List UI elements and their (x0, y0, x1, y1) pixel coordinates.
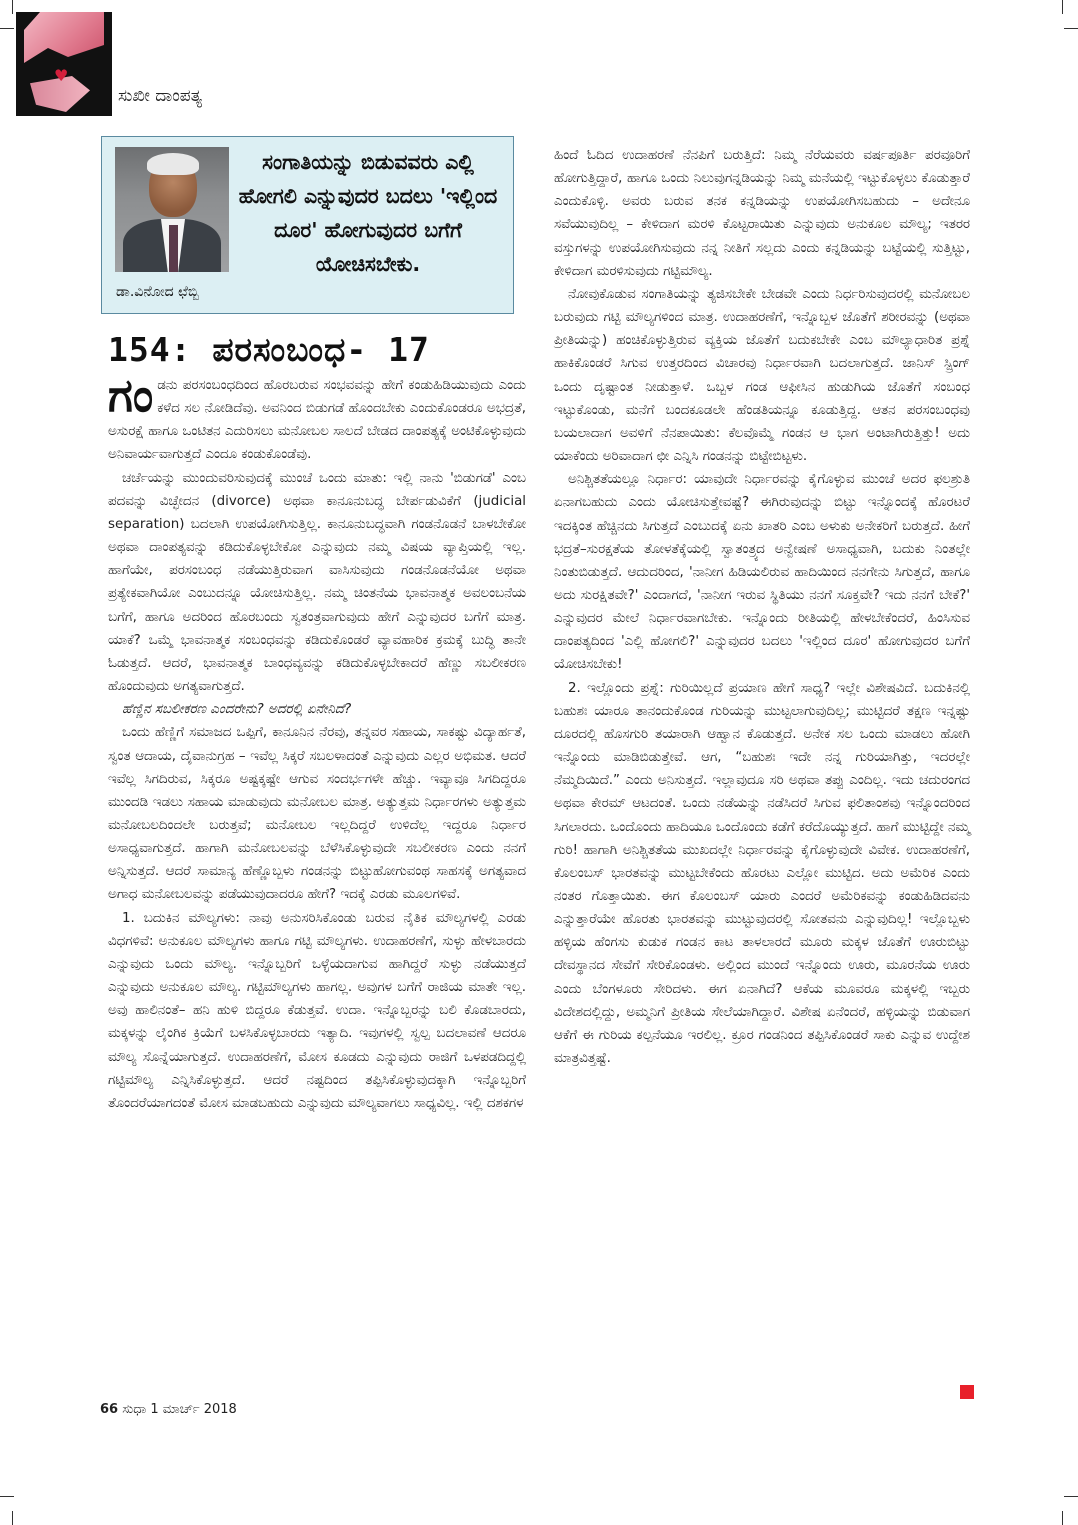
crop-mark (12, 1511, 14, 1525)
pull-quote-text: ಸಂಗಾತಿಯನ್ನು ಬಿಡುವವರು ಎಲ್ಲಿ ಹೋಗಲಿ ಎನ್ನುವುದರ ಬದಲು 'ಇಲ್ಲಿಂದ ದೂರ' ಹೋಗುವುದರ ಬಗೆಗೆ ಯೋಚಿಸಬೇಕು. (238, 150, 498, 276)
article-paragraph: ಚರ್ಚೆಯನ್ನು ಮುಂದುವರಿಸುವುದಕ್ಕೆ ಮುಂಚೆ ಒಂದು ಮಾತು: ಇಲ್ಲಿ ನಾನು 'ಬಿಡುಗಡೆ' ಎಂಬ ಪದವನ್ನು ವಿಚ್ಛೇದನ (divorce) ಅಥವಾ ಕಾನೂನುಬದ್ಧ ಬೇರ್ಪಡುವಿಕೆಗೆ (judicial separation) ಬದಲಾಗಿ ಉಪಯೋಗಿಸುತ್ತಿಲ್ಲ. ಕಾನೂನುಬದ್ಧವಾಗಿ ಗಂಡನೊಡನೆ ಬಾಳಬೇಕೋ ಅಥವಾ ದಾಂಪತ್ಯವನ್ನು ಕಡಿದುಕೊಳ್ಳಬೇಕೋ ಎನ್ನುವುದು ನಮ್ಮ ವಿಷಯ ವ್ಯಾಪ್ತಿಯಲ್ಲಿ ಇಲ್ಲ. ಹಾಗೆಯೇ, ಪರಸಂಬಂಧ ನಡೆಯುತ್ತಿರುವಾಗ ವಾಸಿಸುವುದು ಗಂಡನೊಡನೆಯೋ ಅಥವಾ ಪ್ರತ್ಯೇಕವಾಗಿಯೋ ಎಂಬುದನ್ನೂ ಯೋಚಿಸುತ್ತಿಲ್ಲ. ನಮ್ಮ ಚಿಂತನೆಯ ಭಾವನಾತ್ಮಕ ಅವಲಂಬನೆಯ ಬಗೆಗೆ, ಹಾಗೂ ಅದರಿಂದ ಹೊರಬಂದು ಸ್ವತಂತ್ರವಾಗುವುದು ಹೇಗೆ ಎನ್ನುವುದರ ಬಗೆಗೆ ಮಾತ್ರ. ಯಾಕೆ? ಒಮ್ಮೆ ಭಾವನಾತ್ಮಕ ಸಂಬಂಧವನ್ನು ಕಡಿದುಕೊಂಡರೆ ವ್ಯಾವಹಾರಿಕ ಕ್ರಮಕ್ಕೆ ಬುದ್ಧಿ ತಾನೇ ಓಡುತ್ತದೆ. ಆದರೆ, ಭಾವನಾತ್ಮಕ ಬಾಂಧವ್ಯವನ್ನು ಕಡಿದುಕೊಳ್ಳಬೇಕಾದರೆ ಹೆಣ್ಣು ಸಬಲೀಕರಣ ಹೊಂದುವುದು ಅಗತ್ಯವಾಗುತ್ತದೆ. (108, 470, 526, 695)
article-title: 154: ಪರಸಂಬಂಧ- 17 (108, 330, 430, 369)
article-paragraph: ಗಂಡನು ಪರಸಂಬಂಧದಿಂದ ಹೊರಬರುವ ಸಂಭವವನ್ನು ಹೇಗೆ ಕಂಡುಹಿಡಿಯುವುದು ಎಂದು ಕಳೆದ ಸಲ ನೋಡಿದೆವು. ಅವನಿಂದ ಬಿಡುಗಡೆ ಹೊಂದಬೇಕು ಎಂದುಕೊಂಡರೂ ಅಭದ್ರತೆ, ಅಸುರಕ್ಷೆ ಹಾಗೂ ಒಂಟಿತನ ಎದುರಿಸಲು ಮನೋಬಲ ಸಾಲದೆ ಬೇಡದ ದಾಂಪತ್ಯಕ್ಕೆ ಅಂಟಿಕೊಳ್ಳುವುದು ಅನಿವಾರ್ಯವಾಗುತ್ತದೆ ಎಂದೂ ಕಂಡುಕೊಂಡೆವು. (108, 368, 526, 463)
article-paragraph: ಹಿಂದೆ ಓದಿದ ಉದಾಹರಣೆ ನೆನಪಿಗೆ ಬರುತ್ತಿದೆ: ನಿಮ್ಮ ನೆರೆಯವರು ವರ್ಷಪೂರ್ತಿ ಪರವೂರಿಗೆ ಹೋಗುತ್ತಿದ್ದಾರೆ, ಹಾಗೂ ಒಂದು ನಿಲುವುಗನ್ನಡಿಯನ್ನು ನಿಮ್ಮ ಮನೆಯಲ್ಲಿ ಇಟ್ಟುಕೊಳ್ಳಲು ಕೊಡುತ್ತಾರೆ ಎಂದುಕೊಳ್ಳಿ. ಅವರು ಬರುವ ತನಕ ಕನ್ನಡಿಯನ್ನು ಉಪಯೋಗಿಸಬಹುದು – ಅದೇನೂ ಸವೆಯುವುದಿಲ್ಲ – ಕೇಳಿದಾಗ ಮರಳಿ ಕೊಟ್ಟರಾಯಿತು ಎನ್ನುವುದು ಅನುಕೂಲ ಮೌಲ್ಯ; ಇತರರ ವಸ್ತುಗಳನ್ನು ಉಪಯೋಗಿಸುವುದು ನನ್ನ ನೀತಿಗೆ ಸಲ್ಲದು ಎಂದು ಕನ್ನಡಿಯನ್ನು ಬಟ್ಟೆಯಲ್ಲಿ ಸುತ್ತಿಟ್ಟು, ಕೇಳಿದಾಗ ಮರಳಿಸುವುದು ಗಟ್ಟಿಮೌಲ್ಯ. (554, 148, 970, 279)
heart-icon: ♥ (54, 66, 69, 85)
author-name: ಡಾ.ವಿನೋದ ಛೆಬ್ಬಿ (116, 284, 199, 300)
article-subheading: ಹೆಣ್ಣಿನ ಸಬಲೀಕರಣ ಎಂದರೇನು? ಅದರಲ್ಲಿ ಏನೇನಿದೆ? (122, 702, 352, 718)
drop-cap: ಗಂ (108, 368, 154, 422)
article-paragraph: ಒಂದು ಹೆಣ್ಣಿಗೆ ಸಮಾಜದ ಒಪ್ಪಿಗೆ, ಕಾನೂನಿನ ನೆರವು, ತನ್ನವರ ಸಹಾಯ, ಸಾಕಷ್ಟು ವಿದ್ಯಾರ್ಹತೆ, ಸ್ವಂತ ಆದಾಯ, ದೈವಾನುಗ್ರಹ – ಇವೆಲ್ಲ ಸಿಕ್ಕರೆ ಸಬಲಳಾದಂತೆ ಎನ್ನುವುದು ಎಲ್ಲರ ಅಭಿಮತ. ಆದರೆ ಇವೆಲ್ಲ ಸಿಗದಿರುವ, ಸಿಕ್ಕರೂ ಅಷ್ಟಕ್ಕಷ್ಟೇ ಆಗುವ ಸಂದರ್ಭಗಳೇ ಹೆಚ್ಚು. ಇವ್ಯಾವೂ ಸಿಗದಿದ್ದರೂ ಮುಂದಡಿ ಇಡಲು ಸಹಾಯ ಮಾಡುವುದು ಮನೋಬಲ ಮಾತ್ರ. ಅತ್ಯುತ್ತಮ ನಿರ್ಧಾರಗಳು ಅತ್ಯುತ್ತಮ ಮನೋಬಲದಿಂದಲೇ ಬರುತ್ತವೆ; ಮನೋಬಲ ಇಲ್ಲದಿದ್ದರೆ ಉಳಿದೆಲ್ಲ ಇದ್ದರೂ ನಿರ್ಧಾರ ಅಸಾಧ್ಯವಾಗುತ್ತದೆ. ಹಾಗಾಗಿ ಮನೋಬಲವನ್ನು ಬೆಳೆಸಿಕೊಳ್ಳುವುದೇ ಸಬಲೀಕರಣ ಎಂದು ನನಗೆ ಅನ್ನಿಸುತ್ತದೆ. ಆದರೆ ಸಾಮಾನ್ಯ ಹೆಣ್ಣೊಬ್ಬಳು ಗಂಡನನ್ನು ಬಿಟ್ಟುಹೋಗುವಂಥ ಸಾಹಸಕ್ಕೆ ಅಗತ್ಯವಾದ ಅಗಾಧ ಮನೋಬಲವನ್ನು ಪಡೆಯುವುದಾದರೂ ಹೇಗೆ? ಇದಕ್ಕೆ ಎರಡು ಮೂಲಗಳಿವೆ. (108, 725, 526, 903)
pull-quote-box (101, 136, 514, 314)
crop-mark (1064, 28, 1078, 43)
crop-mark (12, 0, 14, 14)
article-column-left (108, 368, 526, 1115)
crop-mark (1062, 0, 1064, 14)
article-paragraph: ನೋವುಕೊಡುವ ಸಂಗಾತಿಯನ್ನು ತ್ಯಜಿಸಬೇಕೇ ಬೇಡವೇ ಎಂದು ನಿರ್ಧರಿಸುವುದರಲ್ಲಿ ಮನೋಬಲ ಬರುವುದು ಗಟ್ಟಿ ಮೌಲ್ಯಗಳಿಂದ ಮಾತ್ರ. ಉದಾಹರಣೆಗೆ, ಇನ್ನೊಬ್ಬಳ ಜೊತೆಗೆ ಶರೀರವನ್ನು (ಅಥವಾ ಪ್ರೀತಿಯನ್ನು) ಹಂಚಿಕೊಳ್ಳುತ್ತಿರುವ ವ್ಯಕ್ತಿಯ ಜೊತೆಗೆ ಬದುಕಬೇಕೇ ಎಂಬ ಮೌಲ್ಯಾಧಾರಿತ ಪ್ರಶ್ನೆ ಹಾಕಿಕೊಂಡರೆ ಸಿಗುವ ಉತ್ತರದಿಂದ ವಿಚಾರವು ನಿರ್ಧಾರವಾಗಿ ಬದಲಾಗುತ್ತದೆ. ಜಾನಿಸ್ ಸ್ಪ್ರಿಂಗ್ ಒಂದು ದೃಷ್ಟಾಂತ ನೀಡುತ್ತಾಳೆ. ಒಬ್ಬಳ ಗಂಡ ಆಫೀಸಿನ ಹುಡುಗಿಯ ಜೊತೆಗೆ ಸಂಬಂಧ ಇಟ್ಟುಕೊಂಡು, ಮನೆಗೆ ಬಂದಕೂಡಲೇ ಹೆಂಡತಿಯನ್ನೂ ಕೂಡುತ್ತಿದ್ದ. ಆತನ ಪರಸಂಬಂಧವು ಬಯಲಾದಾಗ ಅವಳಿಗೆ ನೆನಪಾಯಿತು: ಕೆಲವೊಮ್ಮೆ ಗಂಡನ ಆ ಭಾಗ ಅಂಟಾಗಿರುತ್ತಿತ್ತು! ಅದು ಯಾಕೆಂದು ಅರಿವಾದಾಗ ಛೀ ಎನ್ನಿಸಿ ಗಂಡನನ್ನು ಬಿಟ್ಟೇಬಿಟ್ಟಳು. (554, 286, 970, 465)
article-paragraph: ಅನಿಶ್ಚಿತತೆಯಲ್ಲೂ ನಿರ್ಧಾರ: ಯಾವುದೇ ನಿರ್ಧಾರವನ್ನು ಕೈಗೊಳ್ಳುವ ಮುಂಚೆ ಅದರ ಫಲಶ್ರುತಿ ಏನಾಗಬಹುದು ಎಂದು ಯೋಚಿಸುತ್ತೇವಷ್ಟೆ? ಈಗಿರುವುದನ್ನು ಬಿಟ್ಟು ಇನ್ನೊಂದಕ್ಕೆ ಹೊರಟರೆ ಇದಕ್ಕಿಂತ ಹೆಚ್ಚಿನದು ಸಿಗುತ್ತದೆ ಎಂಬುದಕ್ಕೆ ಏನು ಖಾತರಿ ಎಂಬ ಅಳುಕು ಅನೇಕರಿಗೆ ಬರುತ್ತದೆ. ಹೀಗೆ ಭದ್ರತೆ–ಸುರಕ್ಷತೆಯ ತೋಳತೆಕ್ಕೆಯಲ್ಲಿ ಸ್ವಾತಂತ್ರ್ಯದ ಅನ್ವೇಷಣೆ ಅಸಾಧ್ಯವಾಗಿ, ಬದುಕು ನಿಂತಲ್ಲೇ ನಿಂತುಬಿಡುತ್ತದೆ. ಆದುದರಿಂದ, 'ನಾನೀಗ ಹಿಡಿಯಲಿರುವ ಹಾದಿಯಿಂದ ನನಗೇನು ಸಿಗುತ್ತದೆ, ಹಾಗೂ ಅದು ಸುರಕ್ಷಿತವೇ?' ಎಂದಾಗದೆ, 'ನಾನೀಗ ಇರುವ ಸ್ಥಿತಿಯು ನನಗೆ ಸೂಕ್ತವೇ? ಇದು ನನಗೆ ಬೇಕೆ?' ಎನ್ನುವುದರ ಮೇಲೆ ನಿರ್ಧಾರವಾಗಬೇಕು. ಇನ್ನೊಂದು ರೀತಿಯಲ್ಲಿ ಹೇಳಬೇಕೆಂದರೆ, ಹಿಂಸಿಸುವ ದಾಂಪತ್ಯದಿಂದ 'ಎಲ್ಲಿ ಹೋಗಲಿ?' ಎನ್ನುವುದರ ಬದಲು 'ಇಲ್ಲಿಂದ ದೂರ' ಹೋಗುವುದರ ಬಗೆಗೆ ಯೋಚಿಸಬೇಕು! (554, 472, 970, 673)
section-title: ಸುಖೀ ದಾಂಪತ್ಯ (118, 86, 203, 106)
magazine-name: ಸುಧಾ (122, 1402, 147, 1417)
photo-hair (147, 153, 199, 175)
crop-mark (0, 1482, 14, 1497)
crop-mark (1062, 1511, 1064, 1525)
article-paragraph: 2. ಇಲ್ಲೊಂದು ಪ್ರಶ್ನೆ: ಗುರಿಯಿಲ್ಲದೆ ಪ್ರಯಾಣ ಹೇಗೆ ಸಾಧ್ಯ? ಇಲ್ಲೇ ವಿಶೇಷವಿದೆ. ಬದುಕಿನಲ್ಲಿ ಬಹುಶಃ ಯಾರೂ ತಾನಂದುಕೊಂಡ ಗುರಿಯನ್ನು ಮುಟ್ಟಲಾಗುವುದಿಲ್ಲ; ಮುಟ್ಟಿದರೆ ತಕ್ಷಣ ಇನ್ನಷ್ಟು ದೂರದಲ್ಲಿ ಹೊಸಗುರಿ ತಯಾರಾಗಿ ಆಹ್ವಾನ ಕೊಡುತ್ತದೆ. ಅನೇಕ ಸಲ ಒಂದು ಮಾಡಲು ಹೋಗಿ ಇನ್ನೊಂದು ಮಾಡಿಬಿಡುತ್ತೇವೆ. ಆಗ, “ಬಹುಶಃ ಇದೇ ನನ್ನ ಗುರಿಯಾಗಿತ್ತು, ಇದರಲ್ಲೇ ನೆಮ್ಮದಿಯಿದೆ.” ಎಂದು ಅನಿಸುತ್ತದೆ. ಇಲ್ಲಾವುದೂ ಸರಿ ಅಥವಾ ತಪ್ಪು ಎಂದಿಲ್ಲ. ಇದು ಚದುರಂಗದ ಅಥವಾ ಕೇರಮ್ ಆಟದಂತೆ. ಒಂದು ನಡೆಯನ್ನು ನಡೆಸಿದರೆ ಸಿಗುವ ಫಲಿತಾಂಶವು ಇನ್ನೊಂದರಿಂದ ಸಿಗಲಾರದು. ಒಂದೊಂದು ಹಾದಿಯೂ ಒಂದೊಂದು ಕಡೆಗೆ ಕರೆದೊಯ್ಯುತ್ತದೆ. ಹಾಗೆ ಮುಟ್ಟಿದ್ದೇ ನಮ್ಮ ಗುರಿ! ಹಾಗಾಗಿ ಅನಿಶ್ಚಿತತೆಯ ಮುಖದಲ್ಲೇ ನಿರ್ಧಾರವನ್ನು ಕೈಗೊಳ್ಳುವುದೇ ವಿವೇಕ. ಉದಾಹರಣೆಗೆ, ಕೊಲಂಬಸ್ ಭಾರತವನ್ನು ಮುಟ್ಟಬೇಕೆಂದು ಹೊರಟು ಎಲ್ಲೋ ಮುಟ್ಟಿದ. ಅದು ಅಮೆರಿಕ ಎಂದು ನಂತರ ಗೊತ್ತಾಯಿತು. ಈಗ ಕೊಲಂಬಸ್ ಯಾರು ಎಂದರೆ ಅಮೆರಿಕವನ್ನು ಕಂಡುಹಿಡಿದವನು ಎನ್ನುತ್ತಾರೆಯೇ ಹೊರತು ಭಾರತವನ್ನು ಮುಟ್ಟುವುದರಲ್ಲಿ ಸೋತವನು ಎನ್ನುವುದಿಲ್ಲ! ಇಲ್ಲೊಬ್ಬಳು ಹಳ್ಳಿಯ ಹೆಂಗಸು ಕುಡುಕ ಗಂಡನ ಕಾಟ ತಾಳಲಾರದೆ ಮೂರು ಮಕ್ಕಳ ಜೊತೆಗೆ ಊರುಬಿಟ್ಟು ದೇವಸ್ಥಾನದ ಸೇವೆಗೆ ಸೇರಿಕೊಂಡಳು. ಅಲ್ಲಿಂದ ಮುಂದೆ ಇನ್ನೊಂದು ಊರು, ಮೂರನೆಯ ಊರು ಎಂದು ಬೆಂಗಳೂರು ಸೇರಿದಳು. ಈಗ ಏನಾಗಿದೆ? ಆಕೆಯ ಮೂವರೂ ಮಕ್ಕಳಲ್ಲಿ ಇಬ್ಬರು ವಿದೇಶದಲ್ಲಿದ್ದು, ಅಮ್ಮನಿಗೆ ಪ್ರೀತಿಯ ಸೇಲೆಯಾಗಿದ್ದಾರೆ. ವಿಶೇಷ ಏನೆಂದರೆ, ಹಳ್ಳಿಯನ್ನು ಬಿಡುವಾಗ ಆಕೆಗೆ ಈ ಗುರಿಯ ಕಲ್ಪನೆಯೂ ಇರಲಿಲ್ಲ. ಕ್ರೂರ ಗಂಡನಿಂದ ತಪ್ಪಿಸಿಕೊಂಡರೆ ಸಾಕು ಎನ್ನುವ ಉದ್ದೇಶ ಮಾತ್ರವಿತ್ತಷ್ಟೆ. (554, 680, 970, 1067)
section-logo (16, 12, 112, 116)
article-column-right (554, 144, 970, 1070)
article-paragraph: 1. ಬದುಕಿನ ಮೌಲ್ಯಗಳು: ನಾವು ಅನುಸರಿಸಿಕೊಂಡು ಬರುವ ನೈತಿಕ ಮೌಲ್ಯಗಳಲ್ಲಿ ಎರಡು ವಿಧಗಳಿವೆ: ಅನುಕೂಲ ಮೌಲ್ಯಗಳು ಹಾಗೂ ಗಟ್ಟಿ ಮೌಲ್ಯಗಳು. ಉದಾಹರಣೆಗೆ, ಸುಳ್ಳು ಹೇಳಬಾರದು ಎನ್ನುವುದು ಒಂದು ಮೌಲ್ಯ. ಇನ್ನೊಬ್ಬರಿಗೆ ಒಳ್ಳೆಯದಾಗುವ ಹಾಗಿದ್ದರೆ ಸುಳ್ಳು ನಡೆಯುತ್ತದೆ ಎನ್ನುವುದು ಅನುಕೂಲ ಮೌಲ್ಯ. ಗಟ್ಟಿಮೌಲ್ಯಗಳು ಹಾಗಲ್ಲ. ಅವುಗಳ ಬಗೆಗೆ ರಾಜಿಯ ಮಾತೇ ಇಲ್ಲ. ಅವು ಹಾಲಿನಂತೆ– ಹನಿ ಹುಳಿ ಬಿದ್ದರೂ ಕೆಡುತ್ತವೆ. ಉದಾ. ಇನ್ನೊಬ್ಬರನ್ನು ಬಲಿ ಕೊಡಬಾರದು, ಮಕ್ಕಳನ್ನು ಲೈಂಗಿಕ ಕ್ರಿಯೆಗೆ ಬಳಸಿಕೊಳ್ಳಬಾರದು ಇತ್ಯಾದಿ. ಇವುಗಳಲ್ಲಿ ಸ್ವಲ್ಪ ಬದಲಾವಣೆ ಆದರೂ ಮೌಲ್ಯ ಸೊನ್ನೆಯಾಗುತ್ತದೆ. ಉದಾಹರಣೆಗೆ, ಮೋಸ ಕೂಡದು ಎನ್ನುವುದು ರಾಜಿಗೆ ಒಳಪಡದಿದ್ದಲ್ಲಿ ಗಟ್ಟಿಮೌಲ್ಯ ಎನ್ನಿಸಿಕೊಳ್ಳುತ್ತದೆ. ಆದರೆ ನಷ್ಟದಿಂದ ತಪ್ಪಿಸಿಕೊಳ್ಳುವುದಕ್ಕಾಗಿ ಇನ್ನೊಬ್ಬರಿಗೆ ತೊಂದರೆಯಾಗದಂತೆ ಮೋಸ ಮಾಡಬಹುದು ಎನ್ನುವುದು ಮೌಲ್ಯವಾಗಲು ಸಾಧ್ಯವಿಲ್ಲ. ಇಲ್ಲಿ ದಶಕಗಳ (108, 910, 526, 1111)
page-footer (100, 1402, 237, 1417)
crop-mark (1064, 1482, 1078, 1497)
end-of-article-mark (960, 1385, 974, 1399)
photo-tie (169, 225, 178, 272)
logo-shape (24, 12, 104, 72)
issue-date: 1 ಮಾರ್ಚ್ 2018 (150, 1402, 237, 1417)
author-photo (115, 147, 229, 272)
crop-mark (0, 28, 14, 43)
page-number: 66 (100, 1402, 119, 1417)
